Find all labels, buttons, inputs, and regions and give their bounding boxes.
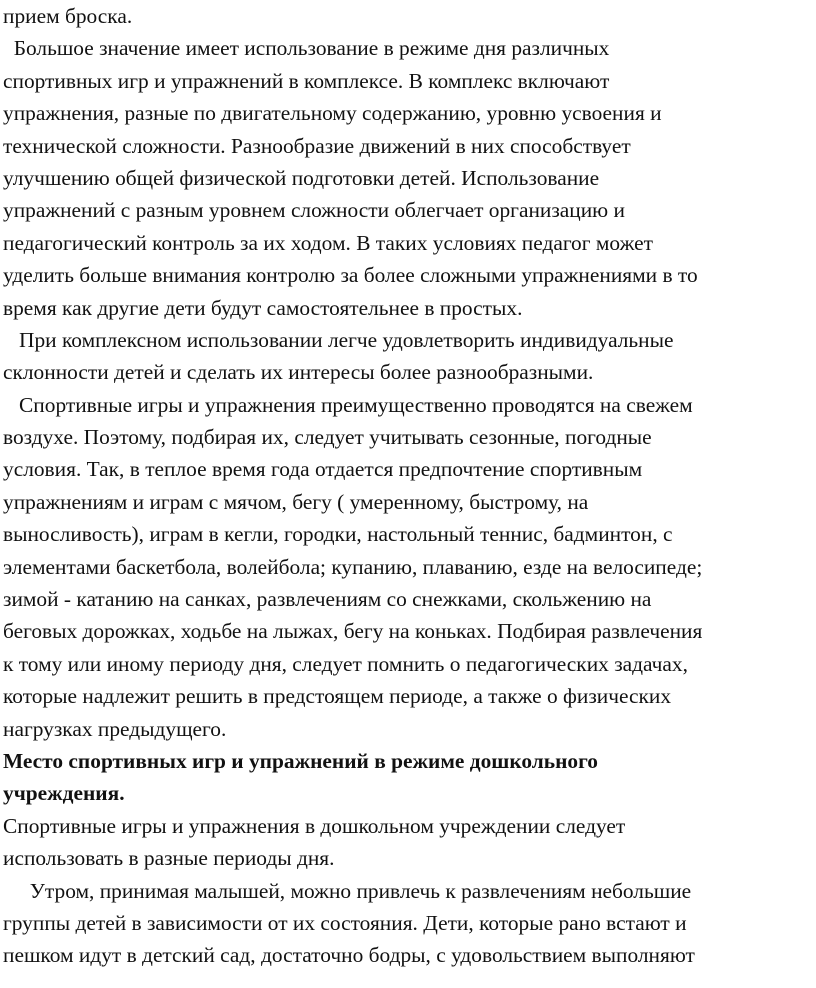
text-line: воздухе. Поэтому, подбирая их, следует учитывать сезонные, погодные	[3, 425, 652, 450]
paragraph-complex-use	[3, 324, 813, 389]
document-page	[3, 0, 813, 972]
text-line: выносливость), играм в кегли, городки, настольный теннис, бадминтон, с	[3, 522, 673, 547]
heading-line: учреждения.	[3, 781, 125, 806]
text-line: упражнения, разные по двигательному содержанию, уровню усвоения и	[3, 101, 662, 126]
text-line: При комплексном использовании легче удовлетворить индивидуальные	[3, 327, 674, 352]
text-line: группы детей в зависимости от их состояния. Дети, которые рано встают и	[3, 910, 687, 935]
section-heading	[3, 745, 813, 810]
text-line: использовать в разные периоды дня.	[3, 846, 335, 871]
text-line: условия. Так, в теплое время года отдается предпочтение спортивным	[3, 457, 643, 482]
paragraph-morning	[3, 875, 813, 972]
text-line: технической сложности. Разнообразие движений в них способствует	[3, 133, 631, 158]
paragraph-continuation	[3, 0, 813, 32]
text-line: элементами баскетбола, волейбола; купанию, плаванию, езде на велосипеде;	[3, 554, 703, 579]
paragraph-periods-of-day	[3, 810, 813, 875]
text-line: зимой - катанию на санках, развлечениям со снежками, скольжению на	[3, 587, 652, 612]
text-line: которые надлежит решить в предстоящем периоде, а также о физических	[3, 684, 672, 709]
text-line: спортивных игр и упражнений в комплексе. В комплекс включают	[3, 68, 610, 93]
text-line: педагогический контроль за их ходом. В таких условиях педагог может	[3, 230, 653, 255]
text-line: склонности детей и сделать их интересы более разнообразными.	[3, 360, 594, 385]
text-line: беговых дорожках, ходьбе на лыжах, бегу на коньках. Подбирая развлечения	[3, 619, 703, 644]
text-line: время как другие дети будут самостоятельнее в простых.	[3, 295, 523, 320]
paragraph-sports-games-complex	[3, 32, 813, 324]
text-line: Спортивные игры и упражнения в дошкольном учреждении следует	[3, 813, 626, 838]
paragraph-outdoor-seasonal	[3, 389, 813, 745]
text-line: пешком идут в детский сад, достаточно бодры, с удовольствием выполняют	[3, 943, 695, 968]
text-line: улучшению общей физической подготовки детей. Использование	[3, 165, 600, 190]
text-line: Утром, принимая малышей, можно привлечь к развлечениям небольшие	[3, 878, 692, 903]
text-line: уделить больше внимания контролю за более сложными упражнениями в то	[3, 263, 698, 288]
heading-line: Место спортивных игр и упражнений в режиме дошкольного	[3, 748, 598, 773]
text-line: упражнениям и играм с мячом, бегу ( умеренному, быстрому, на	[3, 489, 589, 514]
text-line: нагрузках предыдущего.	[3, 716, 227, 741]
text-line: Спортивные игры и упражнения преимущественно проводятся на свежем	[3, 392, 693, 417]
text-line: упражнений с разным уровнем сложности облегчает организацию и	[3, 198, 625, 223]
text-line: к тому или иному периоду дня, следует помнить о педагогических задачах,	[3, 651, 688, 676]
text-line: прием броска.	[3, 4, 133, 28]
text-line: Большое значение имеет использование в режиме дня различных	[3, 36, 610, 61]
